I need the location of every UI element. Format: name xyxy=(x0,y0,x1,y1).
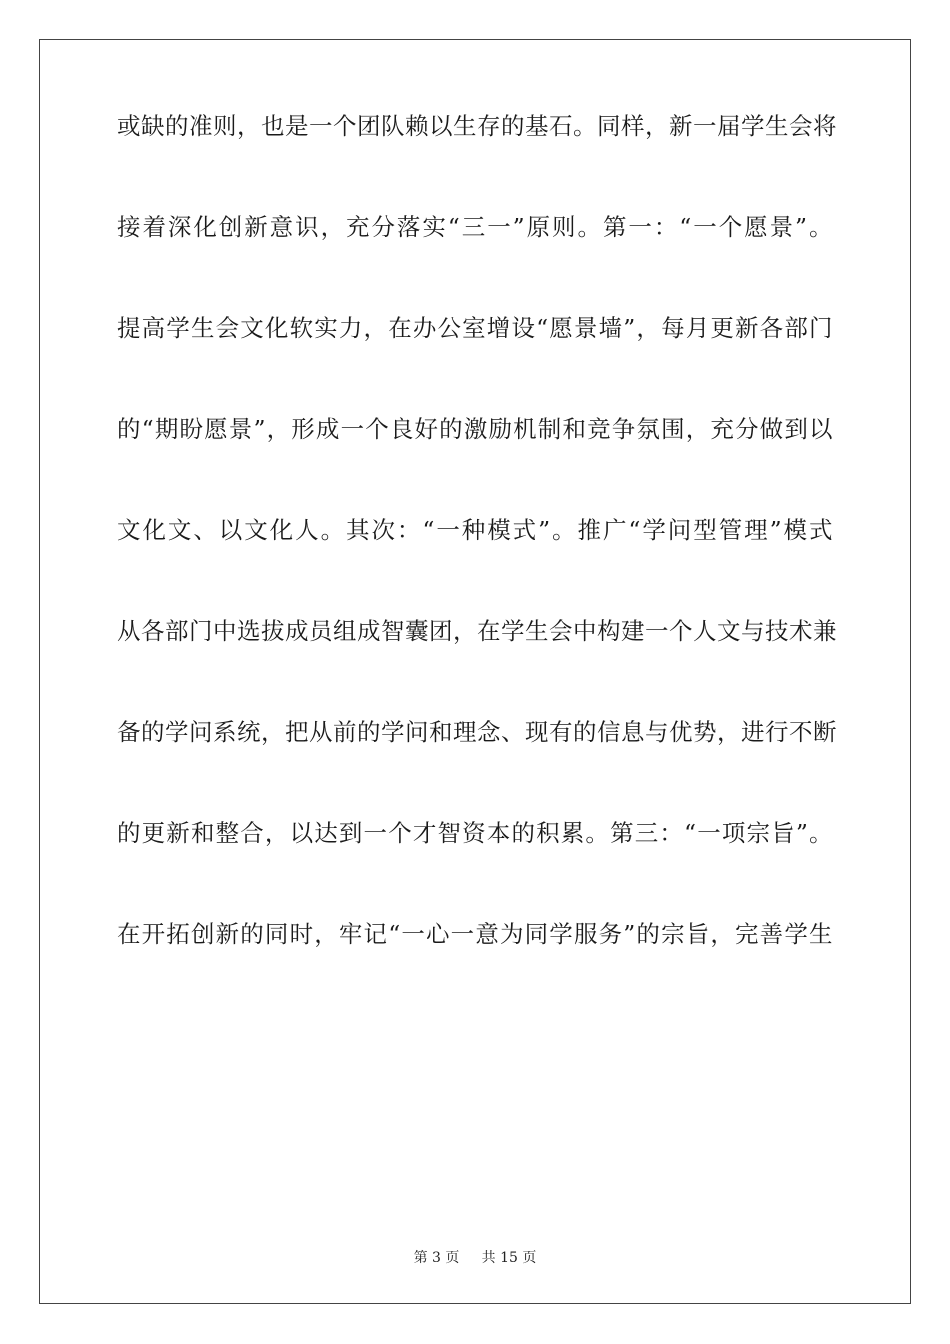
text-line: 提高学生会文化软实力，在办公室增设“愿景墙”，每月更新各部门 xyxy=(117,314,833,342)
page-number: 第 3 页 xyxy=(413,1250,460,1266)
text-line: 的更新和整合，以达到一个才智资本的积累。第三：“一项宗旨”。 xyxy=(117,819,833,847)
text-line: 在开拓创新的同时，牢记“一心一意为同学服务”的宗旨，完善学生 xyxy=(117,920,833,948)
text-line: 或缺的准则，也是一个团队赖以生存的基石。同样，新一届学生会将 xyxy=(117,112,837,140)
text-line: 备的学问系统，把从前的学问和理念、现有的信息与优势，进行不断 xyxy=(117,718,837,746)
text-line: 接着深化创新意识，充分落实“三一”原则。第一：“一个愿景”。 xyxy=(117,213,833,241)
page-total: 共 15 页 xyxy=(481,1250,537,1266)
text-line: 文化文、以文化人。其次：“一种模式”。推广“学问型管理”模式 xyxy=(117,516,833,544)
text-line: 的“期盼愿景”，形成一个良好的激励机制和竞争氛围，充分做到以 xyxy=(117,415,833,443)
page-footer xyxy=(0,1247,950,1267)
document-body xyxy=(117,112,837,1035)
text-line: 从各部门中选拔成员组成智囊团，在学生会中构建一个人文与技术兼 xyxy=(117,617,837,645)
